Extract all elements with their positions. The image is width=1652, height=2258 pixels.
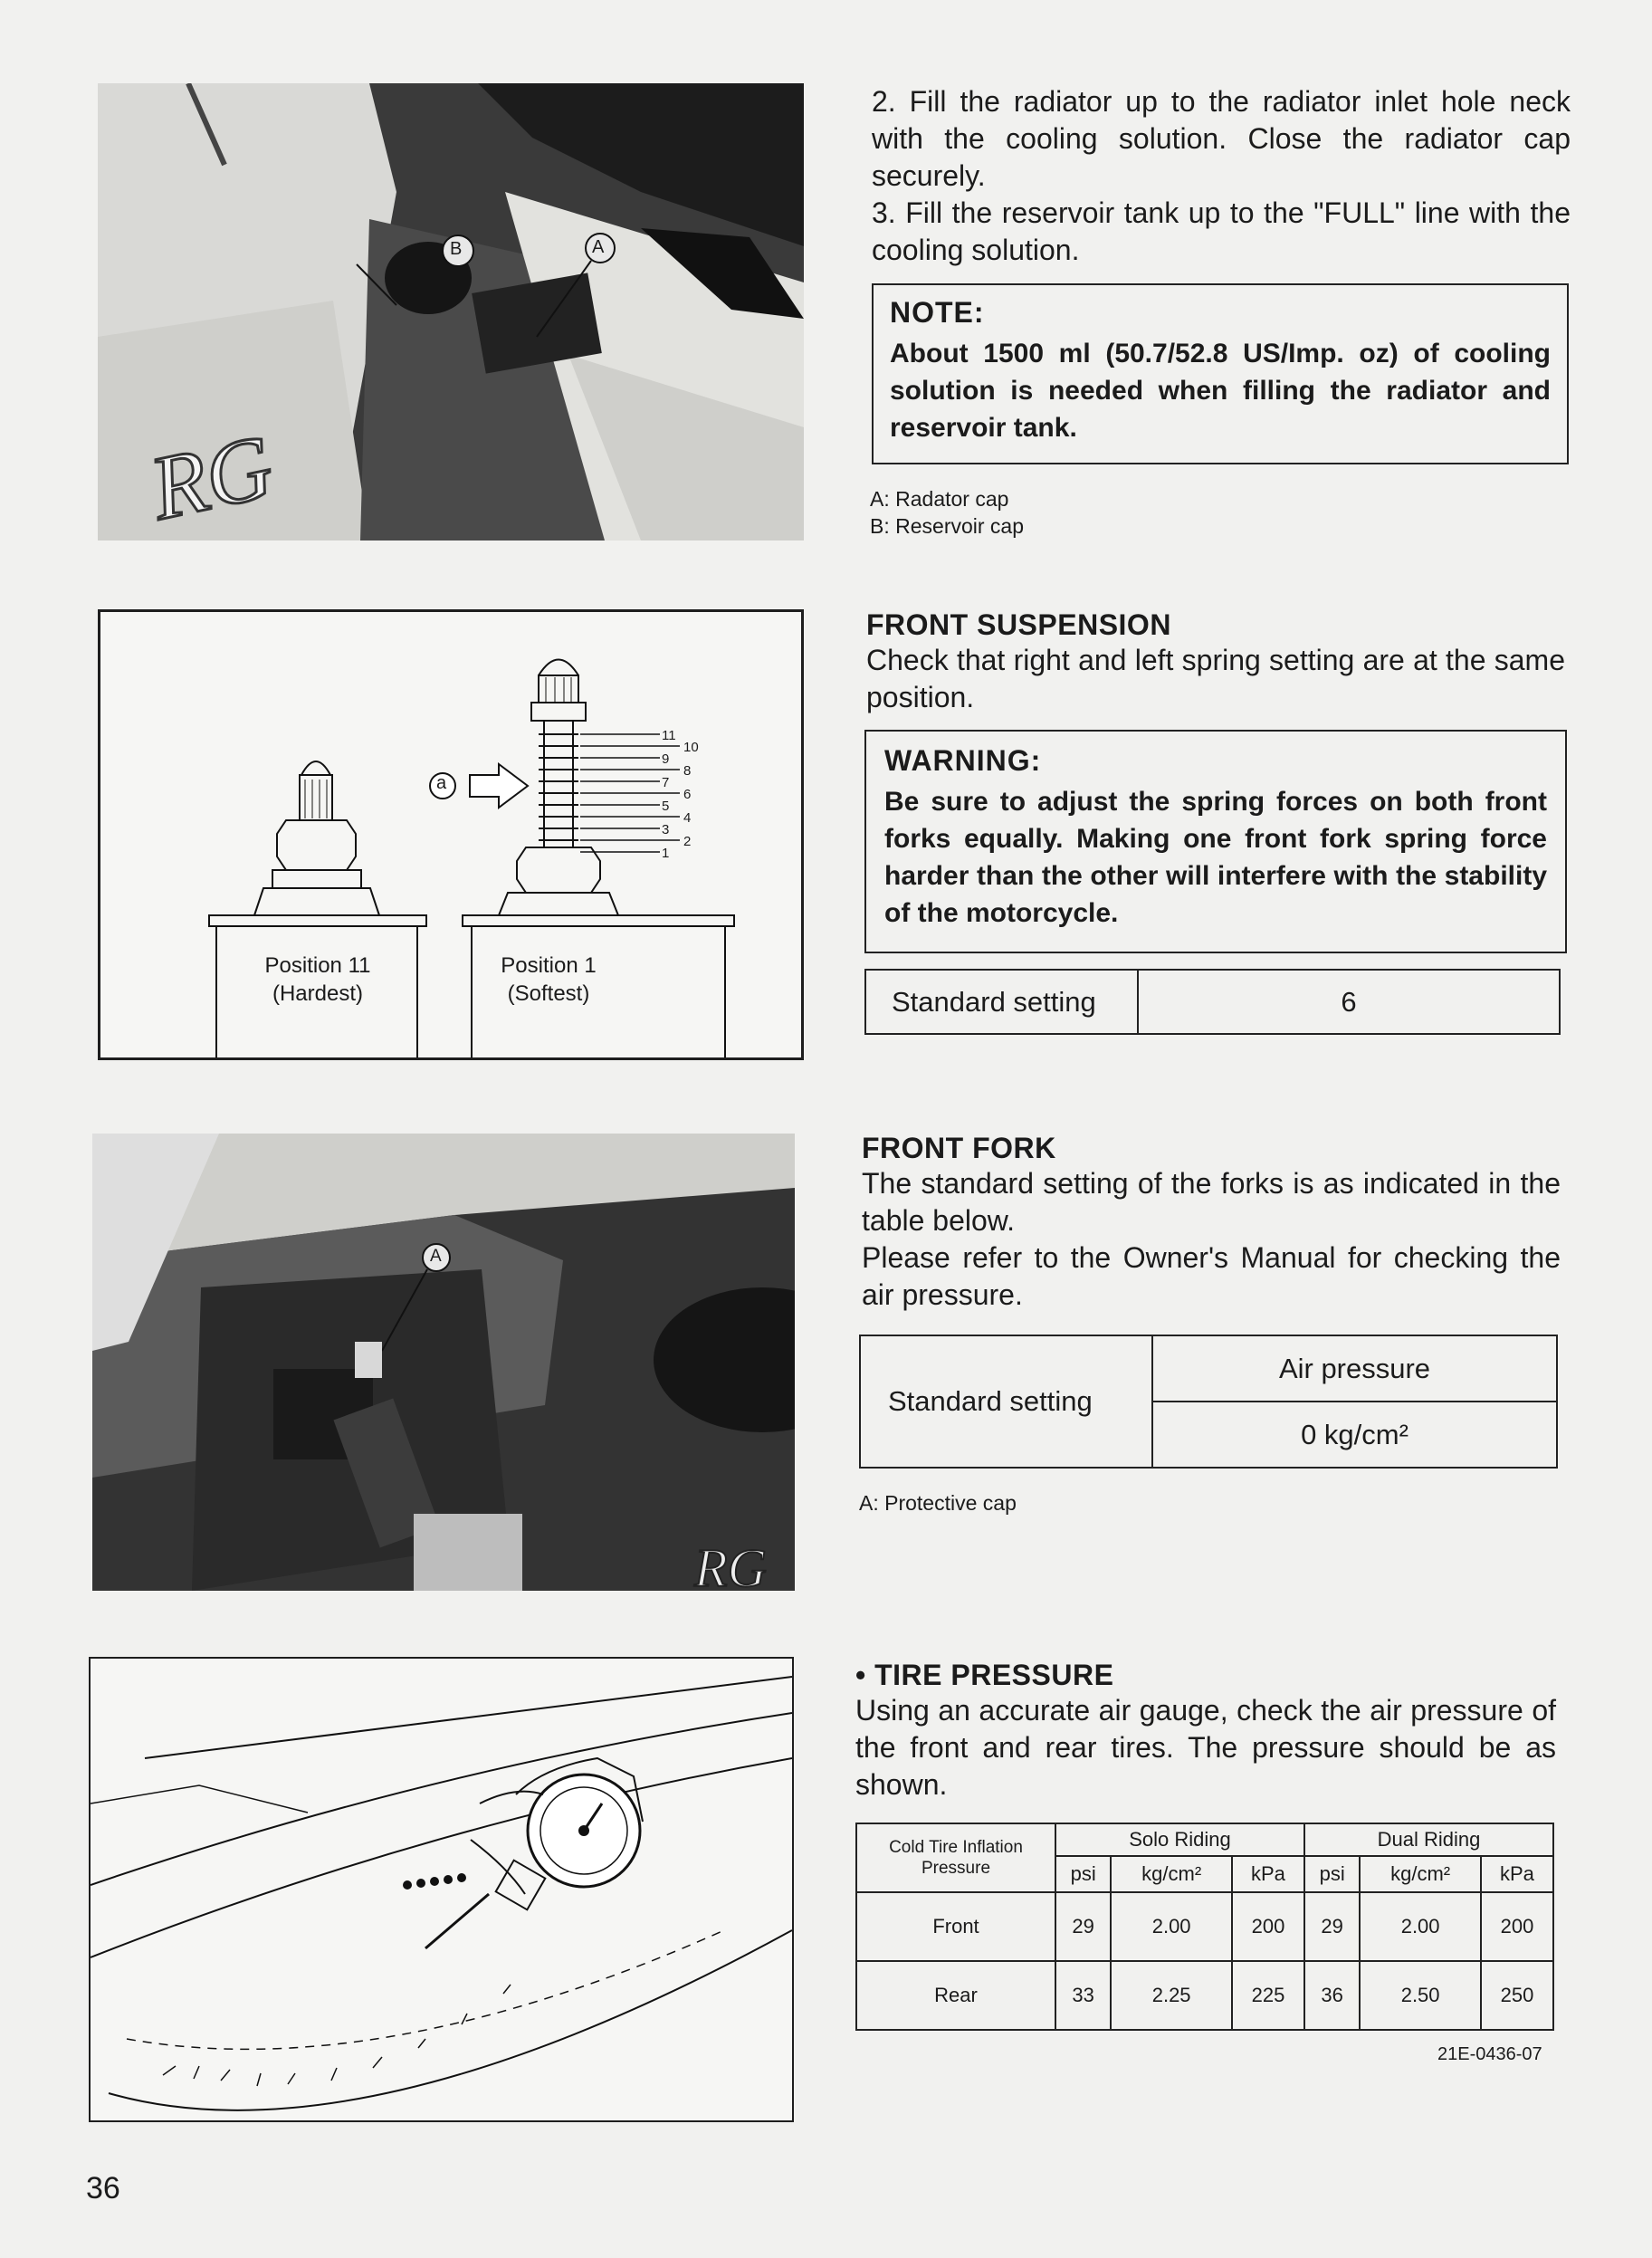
scale-mark: 1 — [662, 846, 670, 861]
front-fork-text-2: Please refer to the Owner's Manual for checking the air pressure. — [862, 1241, 1561, 1311]
dual-riding-header: Dual Riding — [1304, 1823, 1553, 1856]
row-label-rear: Rear — [856, 1961, 1055, 2030]
scale-mark: 9 — [662, 751, 670, 767]
page-number: 36 — [86, 2171, 120, 2205]
table-cell: 29 — [1304, 1892, 1360, 1961]
scale-mark: 4 — [683, 810, 692, 826]
legend-a: A: Radator cap — [870, 487, 1009, 511]
table-row — [856, 1892, 1553, 1961]
tire-pressure-text: Using an accurate air gauge, check the air pressure of the front and rear tires. The pressure should be as shown. — [855, 1694, 1556, 1801]
position-hardest-label — [223, 952, 413, 1008]
position-label-line: Position 1 — [501, 953, 597, 978]
tire-pressure-heading: • TIRE PRESSURE — [855, 1659, 1114, 1691]
front-suspension-text: Check that right and left spring setting are at the same position. — [866, 644, 1565, 713]
step-3-text: 3. Fill the reservoir tank up to the "FULL" line with the cooling solution. — [872, 196, 1571, 266]
warning-title: WARNING: — [884, 744, 1042, 777]
front-suspension-heading: FRONT SUSPENSION — [866, 608, 1171, 641]
warning-text: Be sure to adjust the spring forces on both front forks equally. Making one front fork spring force harder than the other will interfere with the stability of the motorcycle. — [884, 787, 1547, 928]
legend-b: B: Reservoir cap — [870, 514, 1025, 538]
fork-setting-label-cell: Standard setting — [860, 1335, 1152, 1468]
scale-marks-left — [662, 724, 676, 866]
air-pressure-header-cell: Air pressure — [1152, 1335, 1557, 1402]
scale-mark: 6 — [683, 787, 692, 802]
table-row — [860, 1335, 1557, 1402]
unit-header: kPa — [1232, 1856, 1304, 1892]
legend-protective-cap: A: Protective cap — [859, 1491, 1017, 1515]
note-box — [872, 283, 1569, 464]
table-cell: 2.50 — [1360, 1961, 1481, 2030]
scale-mark: 10 — [683, 740, 699, 755]
setting-label-cell: Standard setting — [865, 970, 1138, 1034]
callout-a-label: A — [430, 1247, 442, 1266]
unit-header: kg/cm² — [1360, 1856, 1481, 1892]
table-cell: 250 — [1481, 1961, 1553, 2030]
air-pressure-value-cell: 0 kg/cm² — [1152, 1402, 1557, 1468]
svg-text:RG: RG — [694, 1538, 767, 1591]
fork-air-pressure-table — [859, 1335, 1558, 1469]
callout-b-label: B — [450, 239, 463, 259]
table-row — [856, 1961, 1553, 2030]
position-label-line: (Softest) — [507, 981, 590, 1006]
front-fork-section — [862, 1132, 1561, 1314]
scale-mark: 5 — [662, 799, 670, 814]
callout-a-label: A — [592, 237, 605, 257]
note-title: NOTE: — [890, 296, 985, 329]
warning-box — [864, 730, 1567, 953]
scale-mark: 8 — [683, 763, 692, 779]
tire-gauge-drawing — [89, 1657, 794, 2122]
table-cell: 2.00 — [1360, 1892, 1481, 1961]
unit-header: kg/cm² — [1111, 1856, 1232, 1892]
tire-pressure-table — [855, 1823, 1554, 2031]
solo-riding-header: Solo Riding — [1055, 1823, 1304, 1856]
table-row — [856, 1823, 1553, 1856]
table-cell: 225 — [1232, 1961, 1304, 2030]
fork-valve-photo — [92, 1134, 795, 1591]
scale-mark: 11 — [662, 728, 676, 743]
front-fork-text-1: The standard setting of the forks is as indicated in the table below. — [862, 1167, 1561, 1237]
table-row — [865, 970, 1560, 1034]
unit-header: psi — [1055, 1856, 1111, 1892]
table-cell: 36 — [1304, 1961, 1360, 2030]
unit-header: psi — [1304, 1856, 1360, 1892]
front-fork-heading: FRONT FORK — [862, 1132, 1056, 1164]
table-cell: 33 — [1055, 1961, 1111, 2030]
unit-header: kPa — [1481, 1856, 1553, 1892]
photo1-legend — [870, 485, 1024, 540]
setting-value-cell: 6 — [1138, 970, 1560, 1034]
scale-mark: 2 — [683, 834, 692, 849]
scale-marks-right — [683, 736, 699, 854]
step-2-text: 2. Fill the radiator up to the radiator inlet hole neck with the cooling solution. Close the radiator cap securely. — [872, 85, 1571, 192]
position-softest-label — [481, 952, 616, 1008]
note-text: About 1500 ml (50.7/52.8 US/Imp. oz) of cooling solution is needed when filling the radiator and reservoir tank. — [890, 339, 1551, 443]
row-label-front: Front — [856, 1892, 1055, 1961]
cooling-steps — [872, 83, 1571, 269]
position-label-line: Position 11 — [264, 953, 371, 978]
scale-mark: 3 — [662, 822, 670, 837]
tire-pressure-section — [855, 1659, 1556, 1804]
cold-tire-header-cell: Cold Tire Inflation Pressure — [856, 1823, 1055, 1892]
position-label-line: (Hardest) — [272, 981, 364, 1006]
svg-text:RG: RG — [142, 416, 282, 540]
table-cell: 29 — [1055, 1892, 1111, 1961]
suspension-setting-table — [864, 969, 1561, 1035]
front-suspension-section — [866, 608, 1565, 716]
table-cell: 2.00 — [1111, 1892, 1232, 1961]
scale-mark: 7 — [662, 775, 670, 790]
table-cell: 2.25 — [1111, 1961, 1232, 2030]
figure-code: 21E-0436-07 — [1437, 2044, 1542, 2064]
spring-adjuster-diagram — [98, 609, 804, 1060]
radiator-photo — [98, 83, 804, 541]
table-cell: 200 — [1481, 1892, 1553, 1961]
table-cell: 200 — [1232, 1892, 1304, 1961]
pointer-a-label: a — [436, 773, 447, 793]
